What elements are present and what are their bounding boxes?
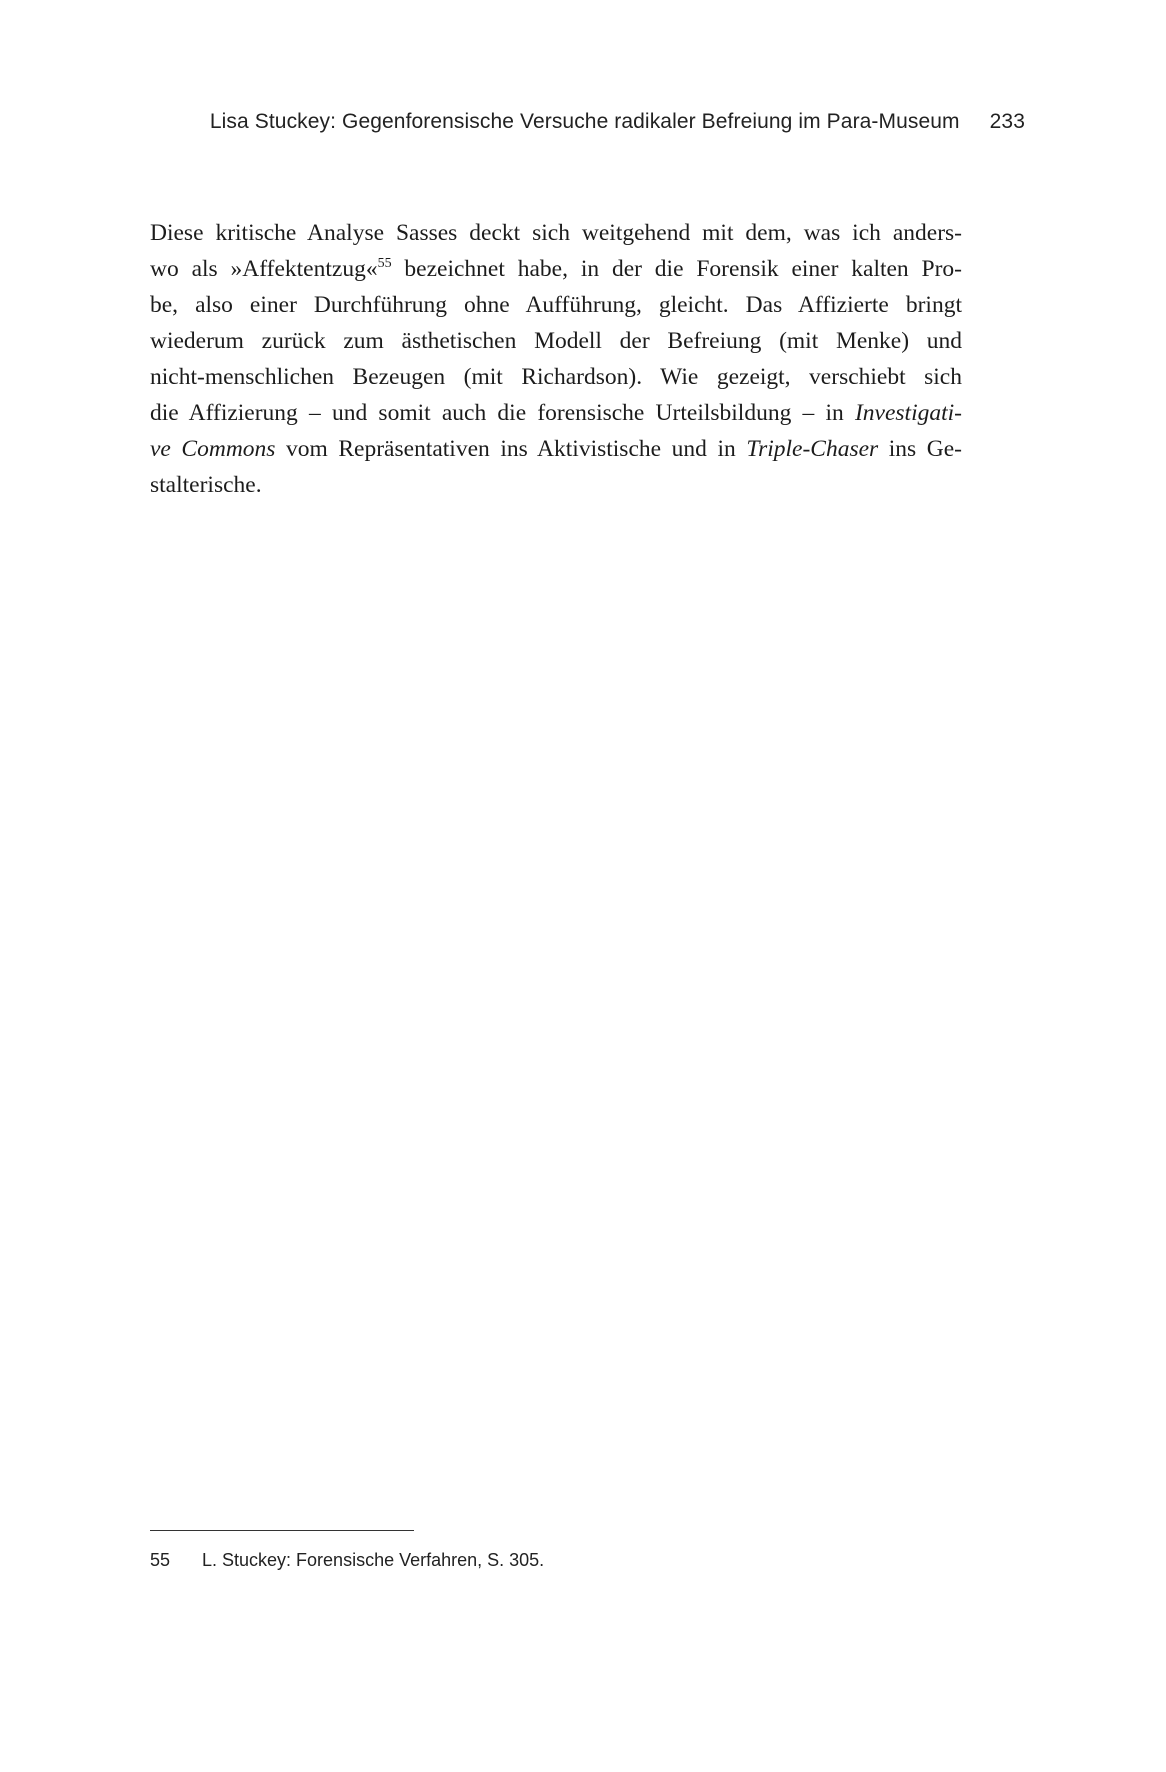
- italic-title: ve Commons: [150, 436, 276, 462]
- italic-title: Investigati-: [854, 400, 962, 426]
- paragraph-line: wo als »Affektentzug«$^{55}$ bezeichnet habe, in der die Forensik einer kalten Pro-: [150, 256, 963, 282]
- footnote: [150, 1550, 950, 1571]
- paragraph-line: die Affizierung – und somit auch die forensische Urteilsbildung – in Investigati-: [150, 400, 962, 426]
- footnote-divider: [150, 1530, 414, 1531]
- page-number: 233: [989, 110, 1025, 133]
- paragraph-line: stalterische.: [150, 472, 262, 498]
- running-header: [0, 110, 1025, 134]
- footnote-text: L. Stuckey: Forensische Verfahren, S. 305.: [202, 1550, 545, 1570]
- paragraph-line: ve Commons vom Repräsentativen ins Aktivistische und in Triple-Chaser ins Ge-: [150, 436, 963, 462]
- running-title: Lisa Stuckey: Gegenforensische Versuche radikaler Befreiung im Para-Museum: [209, 110, 960, 133]
- footnote-number: 55: [150, 1550, 171, 1570]
- paragraph-line: wiederum zurück zum ästhetischen Modell der Befreiung (mit Menke) und: [150, 328, 962, 354]
- body-paragraph: [150, 215, 962, 503]
- paragraph-line: nicht-menschlichen Bezeugen (mit Richardson). Wie gezeigt, verschiebt sich: [150, 364, 962, 390]
- paragraph-line: Diese kritische Analyse Sasses deckt sich weitgehend mit dem, was ich anders-: [150, 220, 962, 246]
- footnote-reference[interactable]: 55: [377, 256, 392, 271]
- italic-title: Triple-Chaser: [746, 436, 879, 462]
- paragraph-line: be, also einer Durchführung ohne Aufführung, gleicht. Das Affizierte bringt: [150, 292, 962, 318]
